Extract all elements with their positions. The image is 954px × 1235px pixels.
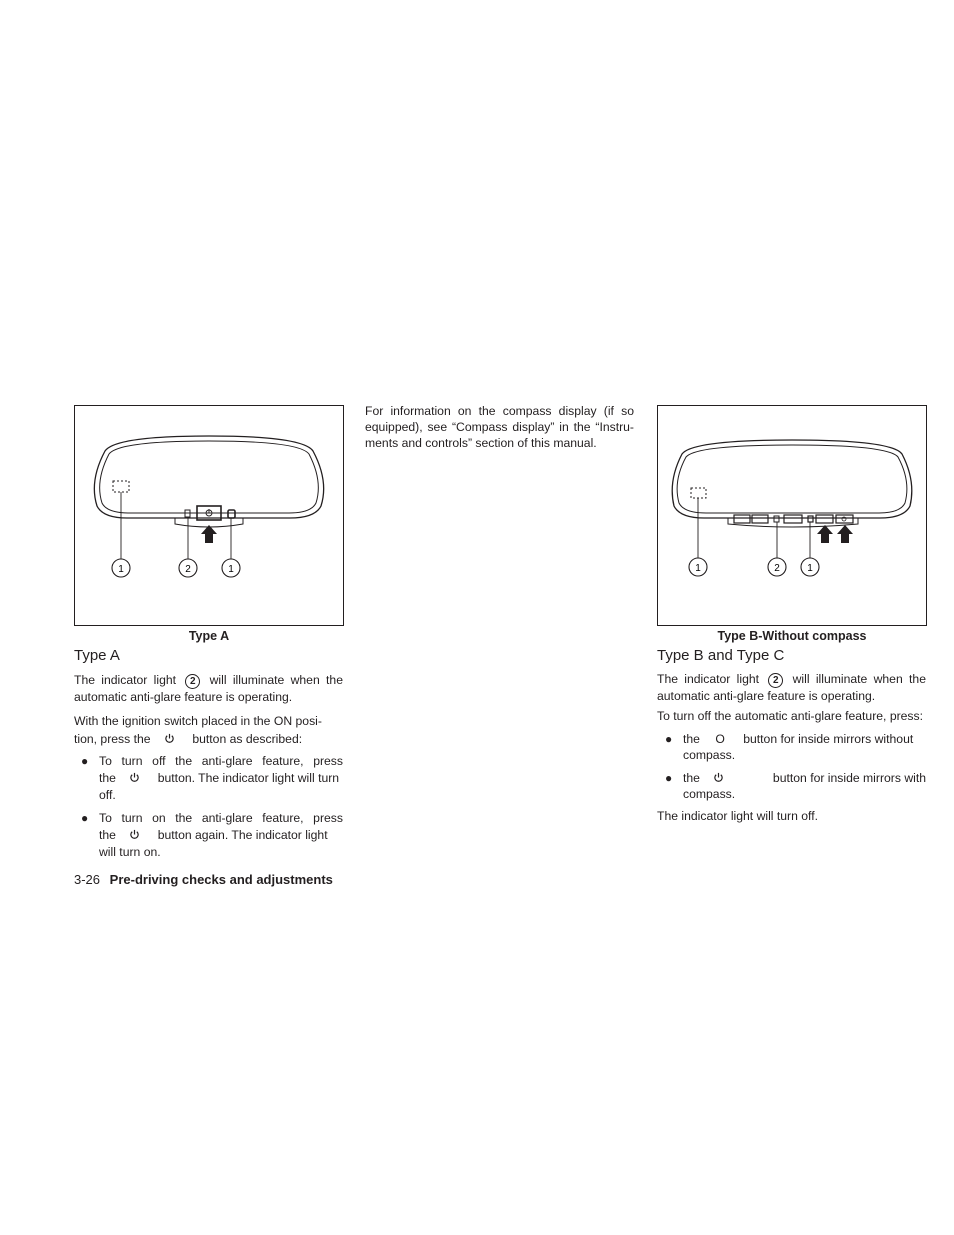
compass-info-paragraph: For information on the compass display (if so equipped), see “Compass display” in the “Instru- ments and controls” section of this manual. (365, 404, 634, 450)
left-b2-line3: will turn on. (99, 845, 161, 859)
left-b1-line2 (99, 770, 343, 787)
left-p1-before: The indicator light (74, 673, 177, 687)
right-paragraph-2: To turn off the automatic anti-glare feature, press: (657, 709, 924, 723)
callout-1a-b: 1 (228, 564, 234, 575)
left-b1-line1: To turn off the anti-glare feature, press (99, 754, 343, 768)
right-b1-before: the (683, 732, 700, 746)
indicator-number-icon: 2 (768, 673, 783, 688)
right-b2-after: button for inside mirrors with (772, 771, 926, 785)
left-bullet-2 (81, 810, 343, 861)
left-b1-line3: off. (99, 788, 116, 802)
right-b2-before-text: the (683, 771, 700, 785)
left-b2-line1: To turn on the anti-glare feature, press (99, 811, 343, 825)
right-b1-symbol: O (715, 732, 725, 746)
left-b1-after: button. The indicator light will turn (157, 771, 340, 785)
callout-2b: 2 (774, 563, 780, 574)
left-b2-after: button again. The indicator light (157, 828, 328, 842)
left-paragraph-1 (74, 672, 343, 705)
power-icon (164, 733, 175, 744)
page-number: 3-26 (74, 872, 101, 887)
right-p1-after: will illuminate when the automatic anti-glare feature is operating. (657, 672, 926, 703)
left-paragraph-2 (74, 712, 343, 748)
callout-1b-b: 1 (807, 563, 813, 574)
mirror-type-a-illustration (75, 406, 343, 625)
page-footer (74, 872, 333, 887)
heading-type-b-c: Type B and Type C (657, 647, 785, 664)
left-b2-before: the (99, 828, 116, 842)
mirror-type-b-illustration (658, 406, 926, 625)
left-b2-line2 (99, 827, 343, 844)
left-p2-after: button as described: (192, 732, 303, 746)
right-b2-before (683, 770, 724, 786)
right-paragraph-3: The indicator light will turn off. (657, 809, 818, 823)
callout-1b: 1 (695, 563, 701, 574)
right-b2-line2: compass. (683, 787, 736, 801)
power-icon (713, 772, 724, 783)
bullet-dot: ● (665, 771, 673, 785)
bullet-dot: ● (81, 754, 89, 768)
right-p1-before: The indicator light (657, 672, 760, 686)
section-title: Pre-driving checks and adjustments (109, 872, 333, 887)
right-b1-after: button for inside mirrors without (743, 732, 914, 746)
bullet-dot: ● (81, 811, 89, 825)
left-b1-before: the (99, 771, 116, 785)
figure-caption-type-b: Type B-Without compass (717, 629, 867, 643)
right-b1-line1 (683, 731, 926, 747)
right-bullet-1 (665, 731, 926, 763)
right-b2-line1 (683, 770, 926, 786)
left-p2-before: tion, press the (74, 732, 151, 746)
right-b1-line2: compass. (683, 748, 736, 762)
power-icon (129, 772, 140, 783)
left-bullet-1 (81, 753, 343, 804)
right-bullet-2 (665, 770, 926, 802)
right-paragraph-1 (657, 671, 926, 704)
left-p2-line1: With the ignition switch placed in the ON posi- (74, 714, 322, 728)
figure-caption-type-a: Type A (188, 629, 230, 643)
power-icon (129, 829, 140, 840)
bullet-dot: ● (665, 732, 673, 746)
callout-1a: 1 (118, 564, 124, 575)
indicator-number-icon: 2 (185, 674, 200, 689)
figure-type-a (74, 405, 344, 626)
left-p2-line2 (74, 730, 343, 748)
callout-2a: 2 (185, 564, 191, 575)
heading-type-a: Type A (74, 647, 120, 664)
left-p1-after: will illuminate when the automatic anti-glare feature is operating. (74, 673, 343, 704)
figure-type-b (657, 405, 927, 626)
